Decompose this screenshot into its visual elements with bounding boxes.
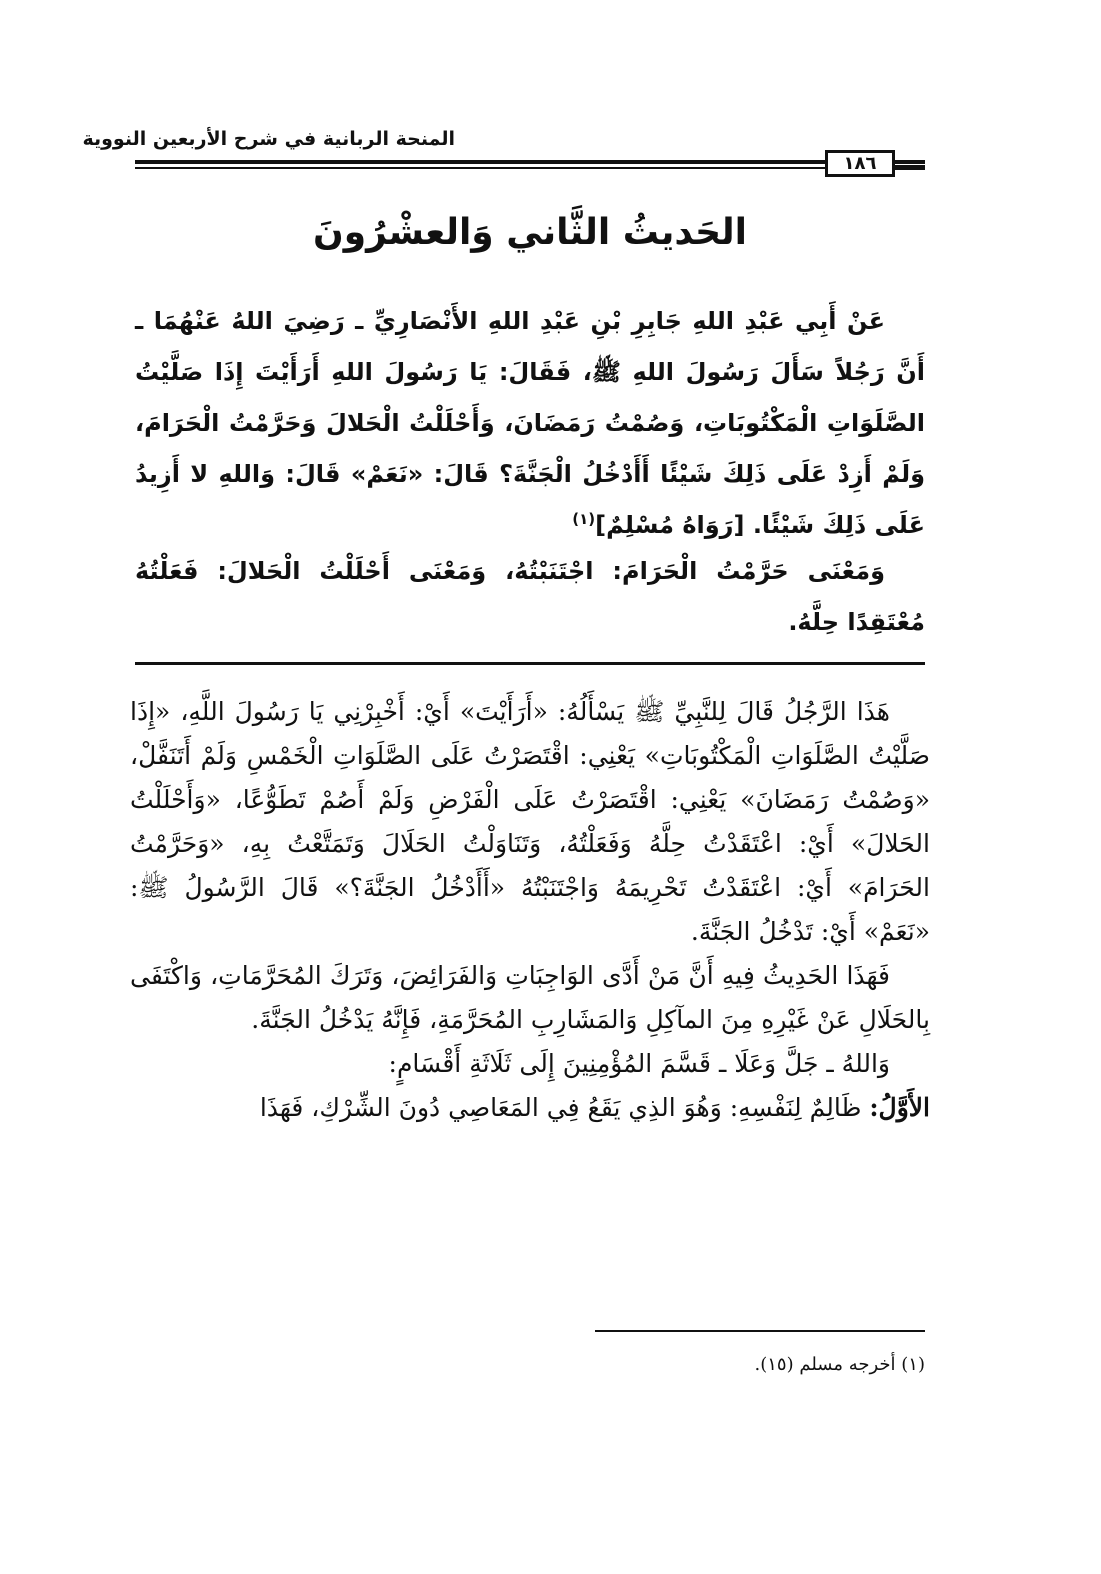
- header-rule-thin: [135, 167, 825, 169]
- section-divider: [135, 662, 925, 665]
- definition-paragraph: وَمَعْنَى حَرَّمْتُ الْحَرَامَ: اجْتَنَبْتُهُ، وَمَعْنَى أَحْلَلْتُ الْحَلالَ: فَعَلْتُهُ مُعْتَقِدًا حِلَّهُ.: [135, 557, 925, 636]
- commentary-paragraph-4: [130, 1086, 930, 1130]
- definition-block: [135, 546, 925, 648]
- hadith-paragraph: [135, 296, 925, 551]
- footnote-divider: [595, 1330, 925, 1332]
- footnote: (١) أخرجه مسلم (١٥).: [754, 1354, 925, 1375]
- commentary-paragraph-1: هَذَا الرَّجُلُ قَالَ لِلنَّبِيِّ ﷺ يَسْأَلُهُ: «أَرَأَيْتَ» أَيْ: أَخْبِرْنِي يَا رَسُولَ اللَّهِ، «إِذَا صَلَّيْتُ الصَّلَوَاتِ الْمَكْتُوبَاتِ» يَعْنِي: اقْتَصَرْتُ عَلَى الصَّلَوَاتِ الْخَمْسِ وَلَمْ أَتَنَفَّلْ، «وَصُمْتُ رَمَضَانَ» يَعْنِي: اقْتَصَرْتُ عَلَى الْفَرْضِ وَلَمْ أَصُمْ تَطَوُّعًا، «وَأَحْلَلْتُ الحَلالَ» أَيْ: اعْتَقَدْتُ حِلَّهُ وَفَعَلْتُهُ، وَتَنَاوَلْتُ الحَلَالَ وَتَمَتَّعْتُ بِهِ، «وَحَرَّمْتُ الحَرَامَ» أَيْ: اعْتَقَدْتُ تَحْرِيمَهُ وَاجْتَنَبْتُهُ «أَأَدْخُلُ الجَنَّةَ؟» قَالَ الرَّسُولُ ﷺ: «نَعَمْ» أَيْ: تَدْخُلُ الجَنَّةَ.: [130, 697, 930, 946]
- hadith-title: الحَديثُ الثَّاني وَالعشْرُونَ: [313, 212, 747, 253]
- list-text: ظَالِمٌ لِنَفْسِهِ: وَهُوَ الذِي يَقَعُ فِي المَعَاصِي دُونَ الشِّرْكِ، فَهَذَا: [259, 1093, 862, 1122]
- header-rule: [135, 160, 925, 164]
- commentary-paragraph-3: وَاللهُ ـ جَلَّ وَعَلَا ـ قَسَّمَ المُؤْمِنِينَ إِلَى ثَلَاثَةِ أَقْسَامٍ:: [388, 1049, 890, 1078]
- page-number-ornament: [895, 165, 925, 170]
- footnote-marker: (١): [572, 510, 596, 528]
- hadith-text-block: [135, 296, 925, 551]
- running-title: المنحة الربانية في شرح الأربعين النووية: [82, 128, 455, 150]
- commentary-paragraph-2: فَهَذَا الحَدِيثُ فِيهِ أَنَّ مَنْ أَدَّى الوَاجِبَاتِ وَالفَرَائِضَ، وَتَرَكَ المُحَرَّمَاتِ، وَاكْتَفَى بِالحَلَالِ عَنْ غَيْرِهِ مِنَ المآكِلِ وَالمَشَارِبِ المُحَرَّمَةِ، فَإِنَّهُ يَدْخُلُ الجَنَّةَ.: [130, 961, 930, 1034]
- list-label: الأَوَّلُ:: [869, 1093, 930, 1122]
- commentary-block: [130, 690, 930, 1130]
- page-number: ١٨٦: [825, 150, 895, 177]
- hadith-text: عَنْ أَبِي عَبْدِ اللهِ جَابِرِ بْنِ عَبْدِ اللهِ الأَنْصَارِيِّ ـ رَضِيَ اللهُ عَنْهُمَا ـ أَنَّ رَجُلاً سَأَلَ رَسُولَ اللهِ ﷺ، فَقَالَ: يَا رَسُولَ اللهِ أَرَأَيْتَ إِذَا صَلَّيْتُ الصَّلَوَاتِ الْمَكْتُوبَاتِ، وَصُمْتُ رَمَضَانَ، وَأَحْلَلْتُ الْحَلالَ وَحَرَّمْتُ الْحَرَامَ، وَلَمْ أَزِدْ عَلَى ذَلِكَ شَيْئًا أَأَدْخُلُ الْجَنَّةَ؟ قَالَ: «نَعَمْ» قَالَ: وَاللهِ لا أَزِيدُ عَلَى ذَلِكَ شَيْئًا. [رَوَاهُ مُسْلِمٌ]: [135, 307, 925, 539]
